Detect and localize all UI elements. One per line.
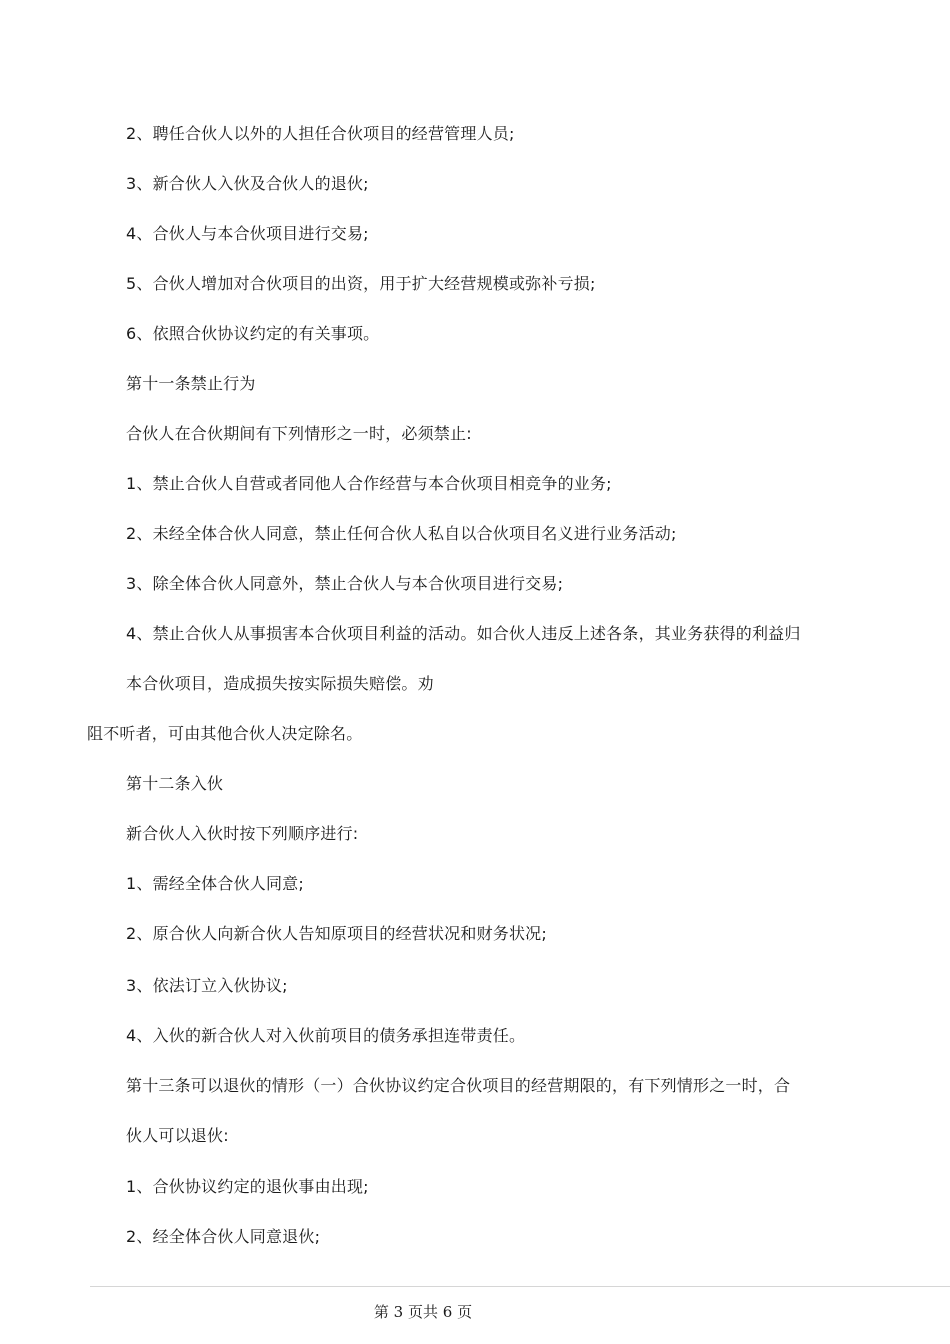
paragraph: 新合伙人入伙时按下列顺序进行:	[126, 824, 359, 843]
article-heading: 第十一条禁止行为	[126, 374, 256, 393]
list-item: 3、除全体合伙人同意外，禁止合伙人与本合伙项目进行交易;	[126, 574, 564, 593]
list-item: 1、禁止合伙人自营或者同他人合作经营与本合伙项目相竞争的业务;	[126, 474, 612, 493]
list-item-continuation: 阻不听者，可由其他合伙人决定除名。	[87, 724, 363, 743]
list-item: 6、依照合伙协议约定的有关事项。	[126, 324, 380, 343]
paragraph: 合伙人在合伙期间有下列情形之一时，必须禁止:	[126, 424, 472, 443]
list-item: 1、需经全体合伙人同意;	[126, 874, 304, 893]
list-item: 2、未经全体合伙人同意，禁止任何合伙人私自以合伙项目名义进行业务活动;	[126, 524, 677, 543]
list-item: 4、合伙人与本合伙项目进行交易;	[126, 224, 369, 243]
article-heading: 第十三条可以退伙的情形（一）合伙协议约定合伙项目的经营期限的，有下列情形之一时，合	[126, 1076, 791, 1095]
list-item: 4、入伙的新合伙人对入伙前项目的债务承担连带责任。	[126, 1026, 526, 1045]
list-item: 2、经全体合伙人同意退伙;	[126, 1227, 321, 1246]
list-item: 5、合伙人增加对合伙项目的出资，用于扩大经营规模或弥补亏损;	[126, 274, 596, 293]
list-item: 2、聘任合伙人以外的人担任合伙项目的经营管理人员;	[126, 124, 515, 143]
list-item: 2、原合伙人向新合伙人告知原项目的经营状况和财务状况;	[126, 924, 547, 943]
list-item-continuation: 本合伙项目，造成损失按实际损失赔偿。劝	[126, 674, 434, 693]
footer-divider	[90, 1286, 950, 1287]
page-number: 第 3 页共 6 页	[373, 1303, 473, 1321]
list-item: 1、合伙协议约定的退伙事由出现;	[126, 1177, 369, 1196]
paragraph-continuation: 伙人可以退伙:	[126, 1126, 229, 1145]
list-item: 4、禁止合伙人从事损害本合伙项目利益的活动。如合伙人违反上述各条，其业务获得的利益归	[126, 624, 801, 643]
article-heading: 第十二条入伙	[126, 774, 224, 793]
list-item: 3、新合伙人入伙及合伙人的退伙;	[126, 174, 369, 193]
list-item: 3、依法订立入伙协议;	[126, 976, 288, 995]
